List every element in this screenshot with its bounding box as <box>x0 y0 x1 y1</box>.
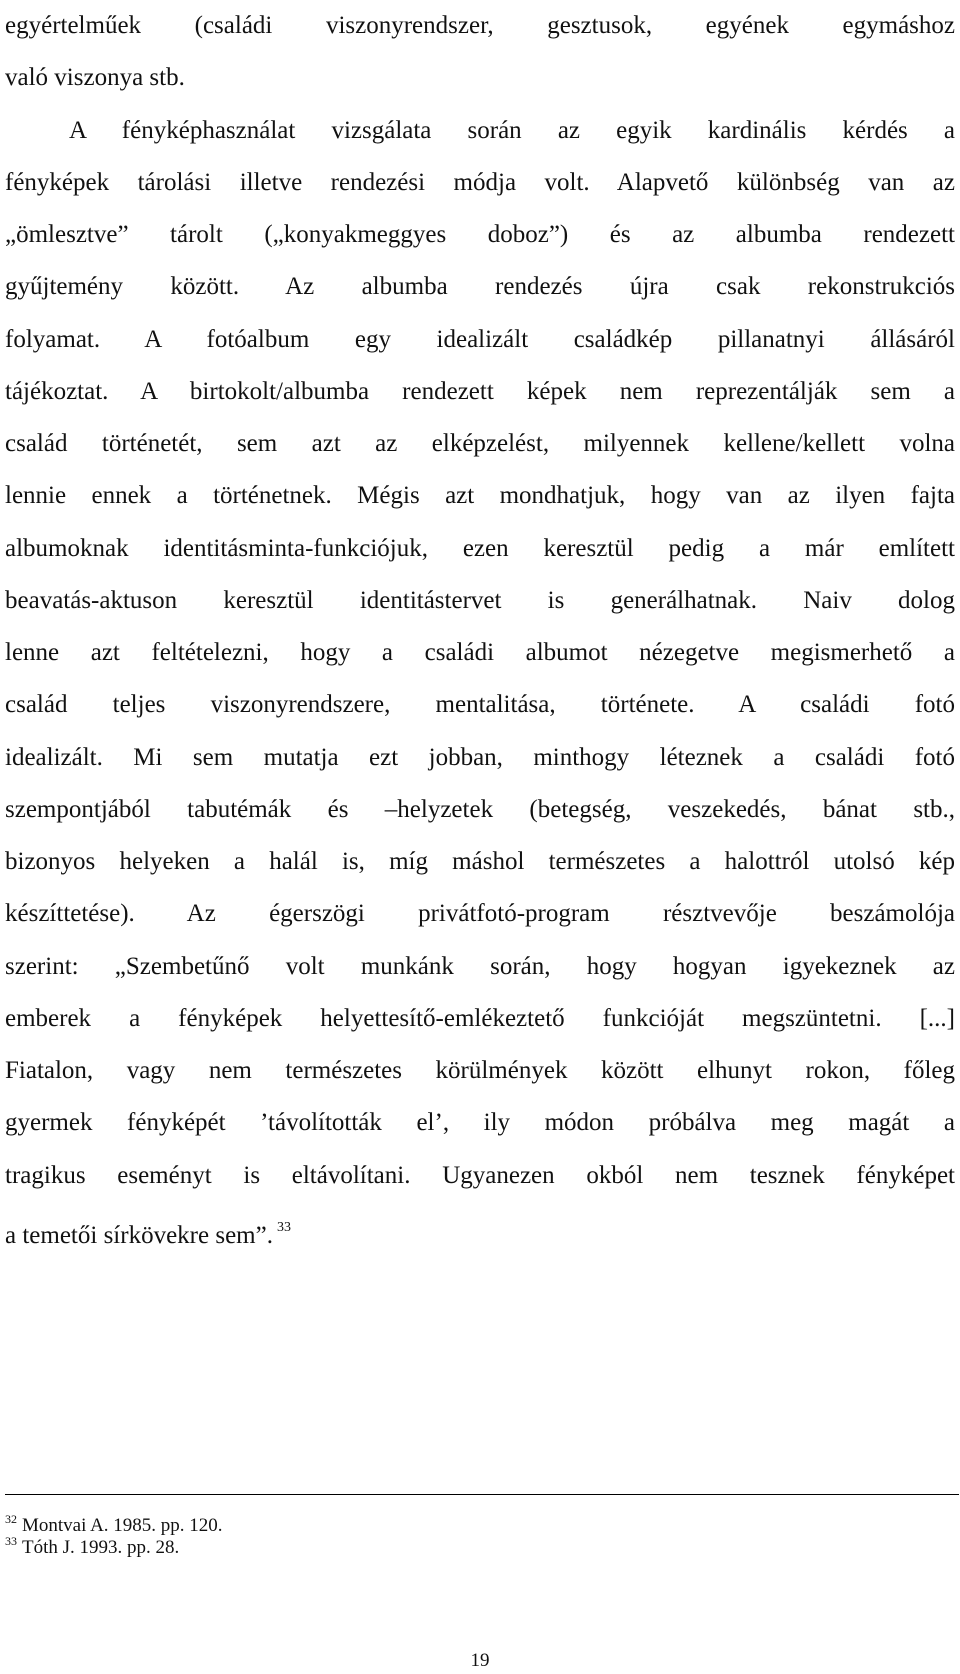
page-number: 19 <box>470 1650 490 1671</box>
text-line: emberek a fényképek helyettesítő-emlékeztető funkcióját megszüntetni. [...] <box>5 1004 955 1032</box>
text-line: fényképek tárolási illetve rendezési módja volt. Alapvető különbség van az <box>5 168 955 196</box>
text-line: Fiatalon, vagy nem természetes körülmények között elhunyt rokon, főleg <box>5 1057 955 1084</box>
text-line: albumoknak identitásminta-funkciójuk, ezen keresztül pedig a már említett <box>5 534 955 562</box>
text-line: lenne azt feltételezni, hogy a családi albumot nézegetve megismerhető a <box>5 639 955 666</box>
body-text <box>5 0 955 1254</box>
text-line: gyermek fényképét ’távolították el’, ily módon próbálva meg magát a <box>5 1109 955 1137</box>
footnote-text: Tóth J. 1993. pp. 28. <box>22 1537 180 1558</box>
text-line: A fényképhasználat vizsgálata során az egyik kardinális kérdés a <box>69 116 955 144</box>
text-line: „ömlesztve” tárolt („konyakmeggyes doboz”) és az albumba rendezett <box>5 221 955 248</box>
footnotes <box>5 1508 705 1558</box>
footnote-number: 33 <box>5 1534 17 1548</box>
text-line: idealizált. Mi sem mutatja ezt jobban, minthogy léteznek a családi fotó <box>5 743 955 771</box>
text-line: tragikus eseményt is eltávolítani. Ugyanezen okból nem tesznek fényképet <box>5 1161 955 1189</box>
footnote-reference[interactable]: 33 <box>276 1219 291 1235</box>
text-line: bizonyos helyeken a halál is, míg máshol természetes a halottról utolsó kép <box>5 848 955 875</box>
footnote <box>5 1530 705 1558</box>
text-line: folyamat. A fotóalbum egy idealizált családkép pillanatnyi állásáról <box>5 325 955 353</box>
text-line: lennie ennek a történetnek. Mégis azt mondhatjuk, hogy van az ilyen fajta <box>5 482 955 510</box>
text-line: szempontjából tabutémák és –helyzetek (betegség, veszekedés, bánat stb., <box>5 795 955 823</box>
text-line: gyűjtemény között. Az albumba rendezés újra csak rekonstrukciós <box>5 273 955 301</box>
footnote <box>5 1508 705 1536</box>
text-line: való viszonya stb. <box>5 64 185 92</box>
text-line-content: a temetői sírkövekre sem”. <box>5 1221 273 1249</box>
text-line: tájékoztat. A birtokolt/albumba rendezett képek nem reprezentálják sem a <box>5 377 955 405</box>
text-line: család teljes viszonyrendszere, mentalitása, története. A családi fotó <box>5 691 955 719</box>
text-line: szerint: „Szembetűnő volt munkánk során, hogy hogyan igyekeznek az <box>5 952 955 980</box>
text-line: készíttetése). Az égerszögi privátfotó-program résztvevője beszámolója <box>5 900 955 928</box>
footnote-text: Montvai A. 1985. pp. 120. <box>22 1515 223 1536</box>
text-line: egyértelműek (családi viszonyrendszer, gesztusok, egyének egymáshoz <box>5 12 955 39</box>
text-line: beavatás-aktuson keresztül identitástervet is generálhatnak. Naiv dolog <box>5 586 955 614</box>
footnote-separator <box>5 1494 959 1495</box>
footnote-number: 32 <box>5 1512 17 1526</box>
text-line: család történetét, sem azt az elképzelést, milyennek kellene/kellett volna <box>5 430 955 457</box>
text-line-last <box>5 1202 955 1254</box>
